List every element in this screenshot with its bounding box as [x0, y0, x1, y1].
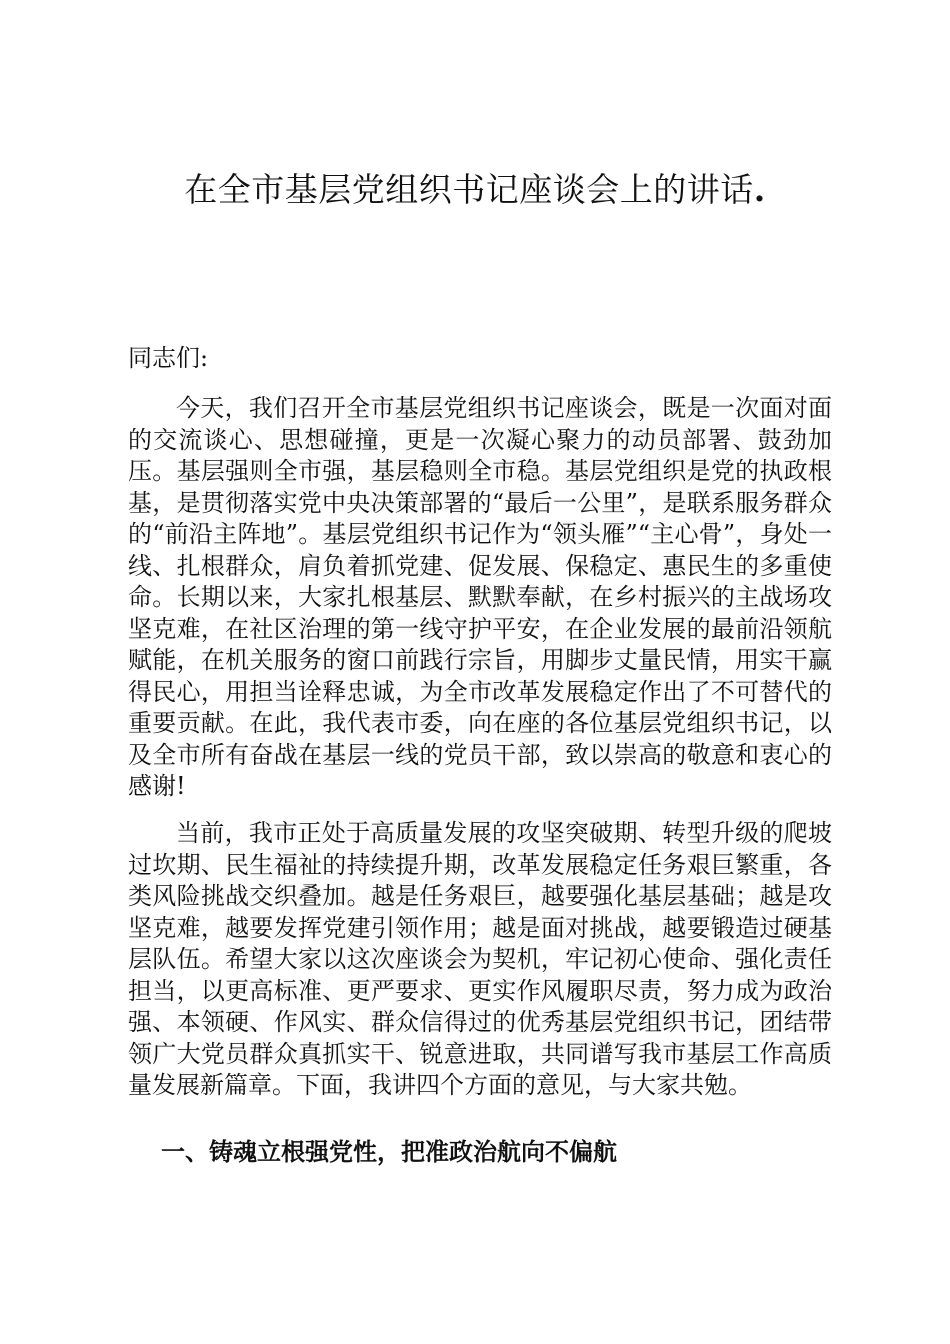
section-heading: 一、铸魂立根强党性，把准政治航向不偏航: [161, 1137, 617, 1166]
body-paragraph-2: 当前，我市正处于高质量发展的攻坚突破期、转型升级的爬坡过坎期、民生福祉的持续提升期，改革发展稳定任务艰巨繁重，各类风险挑战交织叠加。越是任务艰巨，越要强化基层基础；越是攻坚克难，越要发挥党建引领作用；越是面对挑战，越要锻造过硬基层队伍。希望大家以这次座谈会为契机，牢记初心使命、强化责任担当，以更高标准、更严要求、更实作风履职尽责，努力成为政治强、本领硬、作风实、群众信得过的优秀基层党组织书记，团结带领广大党员群众真抓实干、锐意进取，共同谱写我市基层工作高质量发展新篇章。下面，我讲四个方面的意见，与大家共勉。: [128, 819, 832, 1099]
document-title-text: 在全市基层党组织书记座谈会上的讲话: [184, 170, 754, 209]
document-title-punct: .: [753, 170, 766, 209]
salutation: 同志们:: [128, 344, 209, 372]
document-title: [0, 166, 950, 214]
body-paragraph-1: 今天，我们召开全市基层党组织书记座谈会，既是一次面对面的交流谈心、思想碰撞，更是一次凝心聚力的动员部署、鼓劲加压。基层强则全市强，基层稳则全市稳。基层党组织是党的执政根基，是贯彻落实党中央决策部署的“最后一公里”，是联系服务群众的“前沿主阵地”。基层党组织书记作为“领头雁”“主心骨”，身处一线、扎根群众，肩负着抓党建、促发展、保稳定、惠民生的多重使命。长期以来，大家扎根基层、默默奉献，在乡村振兴的主战场攻坚克难，在社区治理的第一线守护平安，在企业发展的最前沿领航赋能，在机关服务的窗口前践行宗旨，用脚步丈量民情，用实干赢得民心，用担当诠释忠诚，为全市改革发展稳定作出了不可替代的重要贡献。在此，我代表市委，向在座的各位基层党组织书记，以及全市所有奋战在基层一线的党员干部，致以崇高的敬意和衷心的感谢!: [128, 394, 832, 800]
